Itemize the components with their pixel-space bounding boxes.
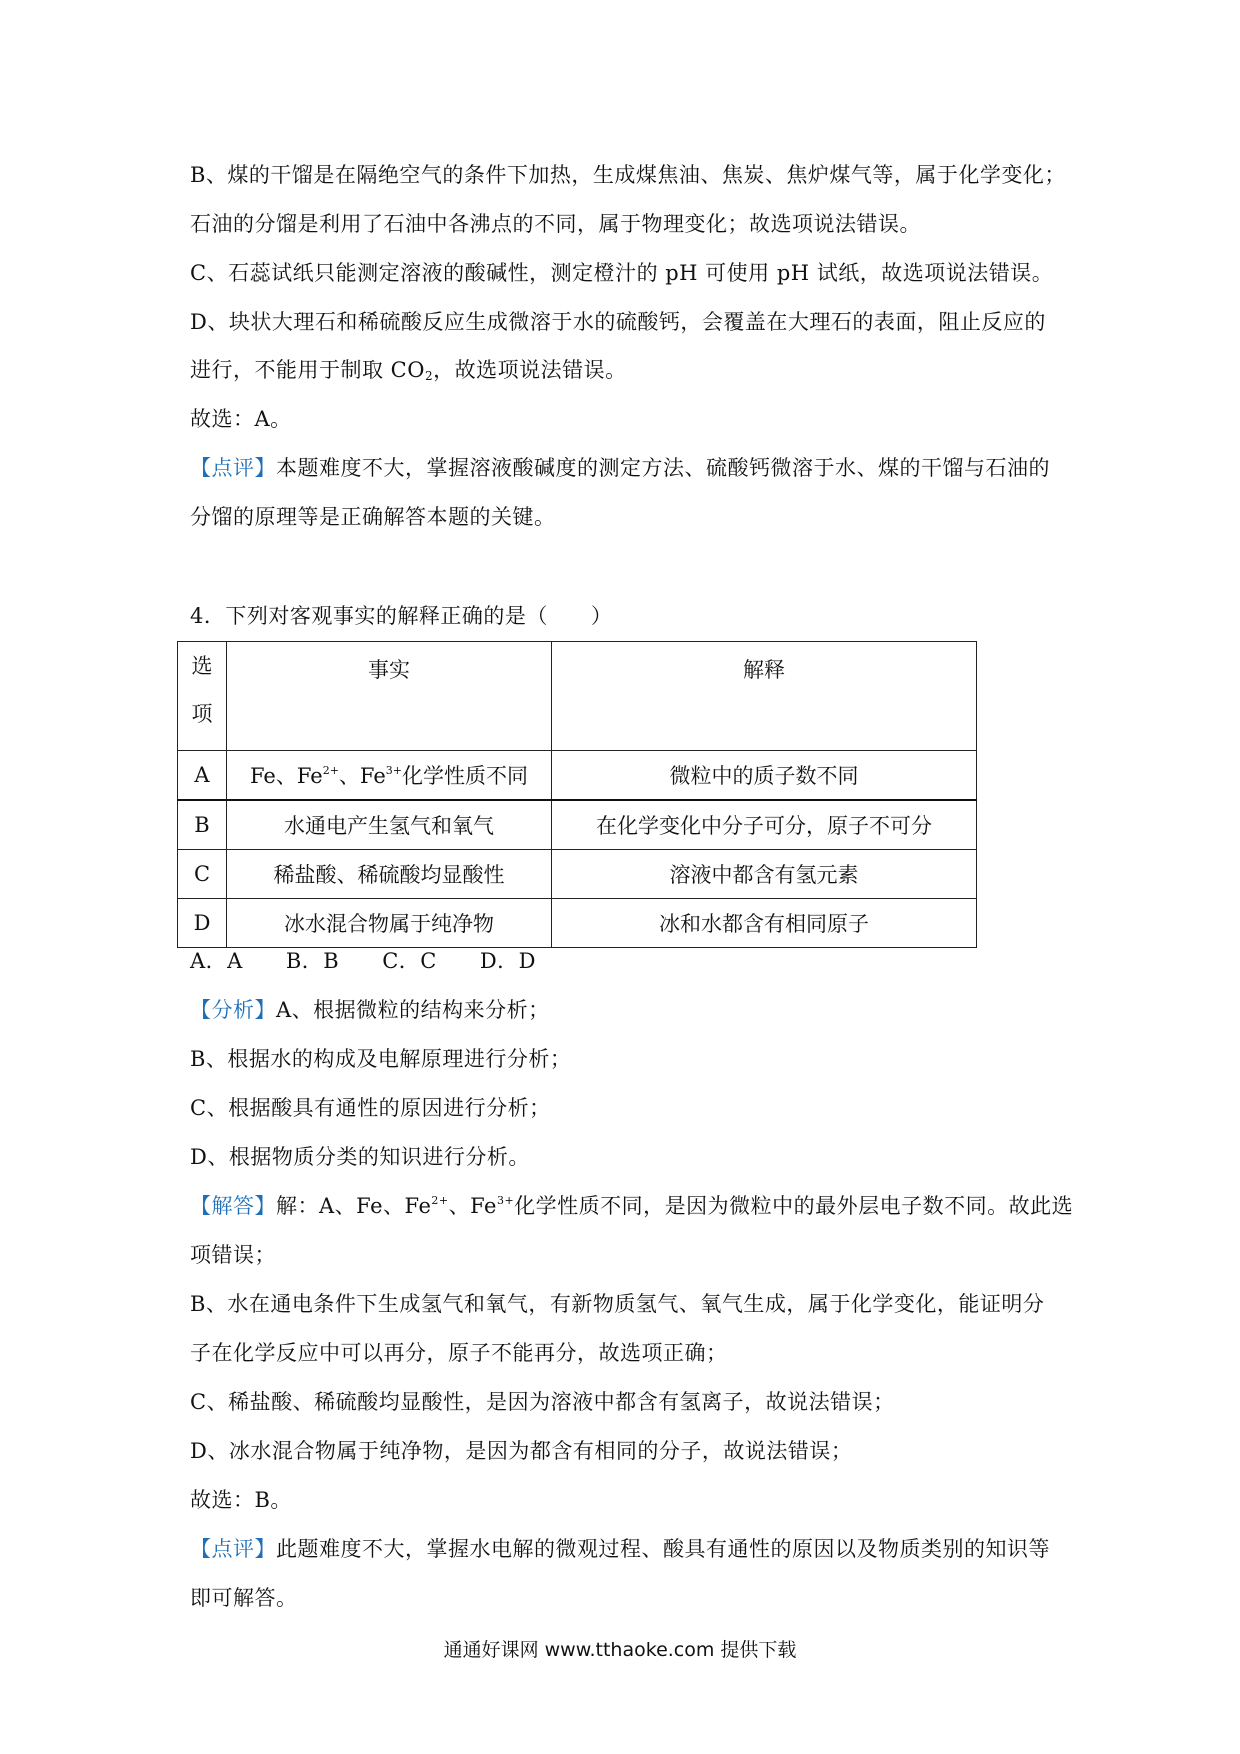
table-row — [178, 899, 977, 948]
solution-b-line1: B、水在通电条件下生成氢气和氧气，有新物质氢气、氧气生成，属于化学变化，能证明分 — [190, 1292, 1045, 1316]
para-b-line2: 石油的分馏是利用了石油中各沸点的不同，属于物理变化；故选项说法错误。 — [190, 212, 921, 236]
comment-3-line2: 分馏的原理等是正确解答本题的关键。 — [190, 505, 556, 529]
co2-subscript: 2 — [424, 369, 434, 383]
para-d-line2-pre: 进行，不能用于制取 CO — [190, 358, 425, 382]
answer-4: 故选：B。 — [190, 1488, 292, 1512]
solution-d: D、冰水混合物属于纯净物，是因为都含有相同的分子，故说法错误； — [190, 1439, 853, 1463]
para-b-line1: B、煤的干馏是在隔绝空气的条件下加热，生成煤焦油、焦炭、焦炉煤气等，属于化学变化； — [190, 163, 1066, 187]
header-explain: 解释 — [552, 642, 977, 751]
comment-3-text: 本题难度不大，掌握溶液酸碱度的测定方法、硫酸钙微溶于水、煤的干馏与石油的 — [276, 456, 1050, 480]
comment-4-tag: 【点评】 — [190, 1537, 276, 1561]
para-d-line2 — [190, 355, 627, 385]
page-footer: 通通好课网 www.tthaoke.com 提供下载 — [443, 1639, 797, 1661]
solution-tag: 【解答】 — [190, 1194, 276, 1218]
solution-a-pre: 解：A、Fe、Fe — [276, 1194, 432, 1218]
row-b-explain: 在化学变化中分子可分，原子不可分 — [552, 800, 977, 850]
solution-a-sup1: 2+ — [431, 1194, 449, 1207]
analysis-text: A、根据微粒的结构来分析； — [276, 998, 550, 1022]
analysis-tag: 【分析】 — [190, 998, 276, 1022]
facts-table — [177, 641, 977, 948]
solution-c: C、稀盐酸、稀硫酸均显酸性，是因为溶液中都含有氢离子，故说法错误； — [190, 1390, 895, 1414]
row-a-sup1: 2+ — [322, 764, 339, 777]
answer-3: 故选：A。 — [190, 407, 292, 431]
solution-a-line2: 项错误； — [190, 1243, 276, 1267]
row-c-option: C — [178, 850, 227, 899]
row-b-option: B — [178, 800, 227, 850]
comment-3-line1 — [190, 453, 1050, 483]
solution-a-post: 化学性质不同，是因为微粒中的最外层电子数不同。故此选 — [514, 1194, 1074, 1218]
row-b-fact: 水通电产生氢气和氧气 — [227, 800, 552, 850]
row-a-fact — [227, 751, 552, 801]
solution-b-line2: 子在化学反应中可以再分，原子不能再分，故选项正确； — [190, 1341, 728, 1365]
comment-4-line1 — [190, 1534, 1050, 1564]
header-option-b: 项 — [191, 702, 213, 726]
row-d-fact: 冰水混合物属于纯净物 — [227, 899, 552, 948]
para-c: C、石蕊试纸只能测定溶液的酸碱性，测定橙汁的 pH 可使用 pH 试纸，故选项说法错误。 — [190, 261, 1054, 285]
analysis-line2: B、根据水的构成及电解原理进行分析； — [190, 1047, 572, 1071]
comment-4-line2: 即可解答。 — [190, 1586, 298, 1610]
comment-4-text: 此题难度不大，掌握水电解的微观过程、酸具有通性的原因以及物质类别的知识等 — [276, 1537, 1050, 1561]
table-row — [178, 850, 977, 899]
analysis-line3: C、根据酸具有通性的原因进行分析； — [190, 1096, 551, 1120]
header-fact: 事实 — [227, 642, 552, 751]
row-d-explain: 冰和水都含有相同原子 — [552, 899, 977, 948]
row-a-option: A — [178, 751, 227, 801]
table-row — [178, 751, 977, 801]
row-d-option: D — [178, 899, 227, 948]
solution-a-sup2: 3+ — [496, 1194, 515, 1207]
row-c-fact: 稀盐酸、稀硫酸均显酸性 — [227, 850, 552, 899]
question-4: 4．下列对客观事实的解释正确的是（ ） — [190, 604, 613, 628]
para-d-line1: D、块状大理石和稀硫酸反应生成微溶于水的硫酸钙，会覆盖在大理石的表面，阻止反应的 — [190, 310, 1046, 334]
row-a-sup2: 3+ — [385, 764, 402, 777]
table-row — [178, 800, 977, 850]
header-option — [178, 642, 227, 751]
analysis-line4: D、根据物质分类的知识进行分析。 — [190, 1145, 530, 1169]
row-a-explain: 微粒中的质子数不同 — [552, 751, 977, 801]
para-d-line2-post: ，故选项说法错误。 — [433, 358, 627, 382]
solution-a-line1 — [190, 1191, 1073, 1221]
row-a-fe1: Fe、Fe — [250, 764, 323, 788]
header-option-a: 选 — [191, 654, 213, 678]
analysis-line1 — [190, 995, 550, 1025]
options-4: A．A B．B C．C D．D — [190, 949, 537, 973]
row-c-explain: 溶液中都含有氢元素 — [552, 850, 977, 899]
solution-a-mid: 、Fe — [448, 1194, 497, 1218]
row-a-fe2: 、Fe — [338, 764, 386, 788]
row-a-rest: 化学性质不同 — [402, 764, 528, 788]
comment-3-tag: 【点评】 — [190, 456, 276, 480]
table-header-row — [178, 642, 977, 751]
